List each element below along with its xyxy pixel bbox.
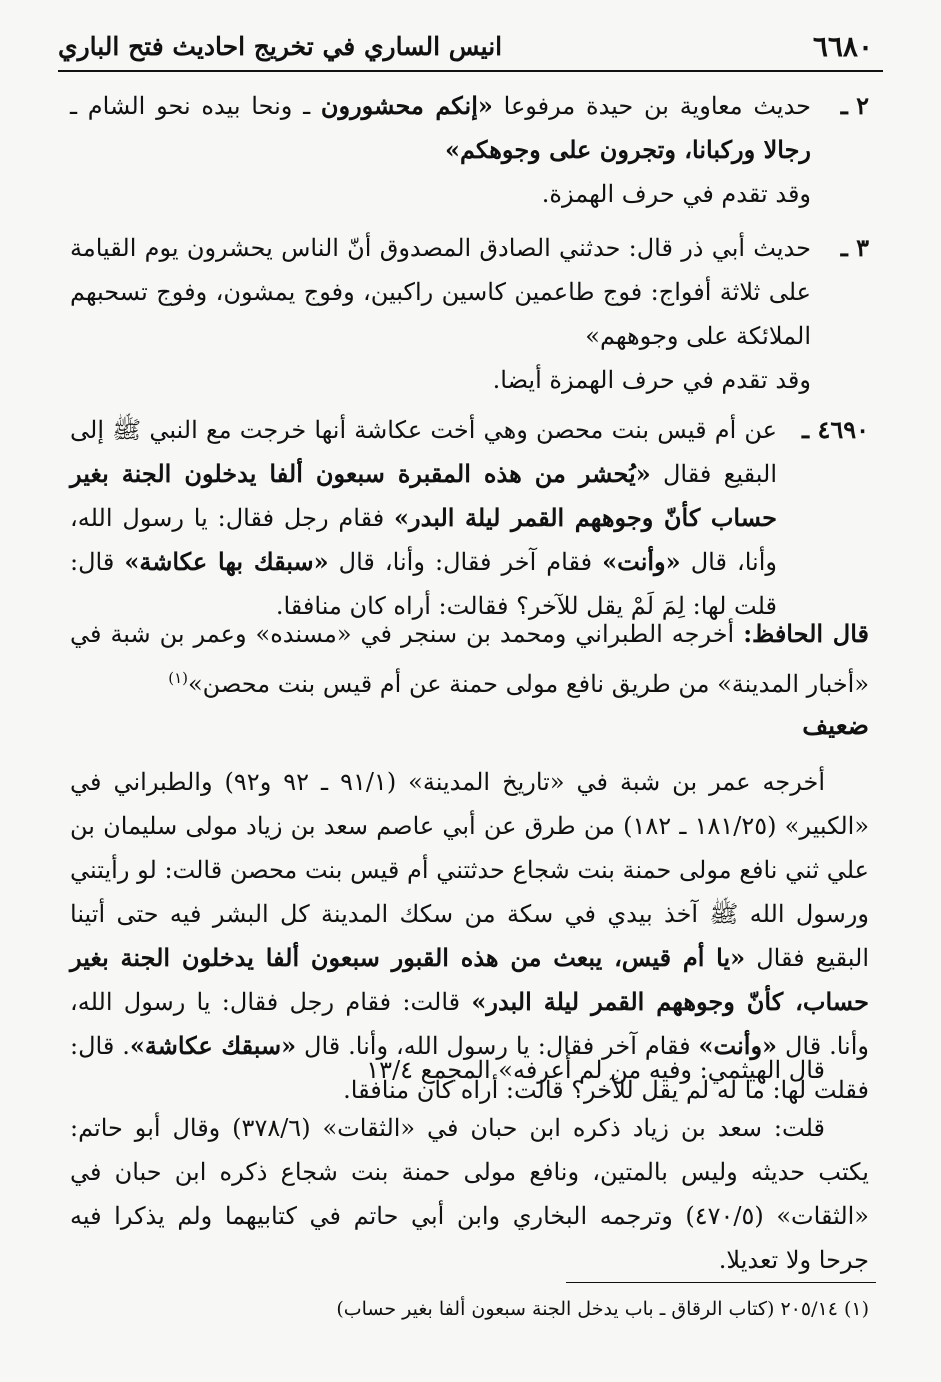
hafiz-statement: قال الحافظ: أخرجه الطبراني ومحمد بن سنجر في «مسنده» وعمر بن شبة في «أخبار المدينة» من طريق نافع مولى حمنة عن أم قيس بنت محصن»$^{(١)}$	[70, 619, 869, 698]
page-number: ٦٦٨٠	[812, 29, 873, 63]
footnote-ref: (١)	[168, 669, 188, 687]
grade-label: ضعيف	[802, 711, 869, 740]
hadith-number: ٤٦٩٠ ـ	[802, 415, 869, 444]
haythami-statement: قال الهيثمي: وفيه من لم أعرفه» المجمع ١٣/٤	[366, 1056, 825, 1084]
hadith-text: حديث معاوية بن حيدة مرفوعا «إنكم محشورون ـ ونحا بيده نحو الشام ـ رجالا وركبانا، وتجرون على وجوهكم»	[70, 91, 812, 164]
hadith-2	[70, 84, 869, 216]
hadith-4690	[70, 408, 869, 628]
hadith-text: عن أم قيس بنت محصن وهي أخت عكاشة أنها خرجت مع النبي ﷺ إلى البقيع فقال «يُحشر من هذه المقبرة سبعون ألفا يدخلون الجنة بغير حساب كأنّ وجوههم القمر ليلة البدر» فقام رجل فقال: يا رسول الله، وأنا، قال «وأنت» فقام آخر فقال: وأنا، قال «سبقك بها عكاشة» قال: قلت لها: لِمَ لَمْ يقل للآخر؟ فقالت: أراه كان منافقا.	[70, 416, 778, 620]
page-header	[58, 22, 883, 72]
cross-reference-note: وقد تقدم في حرف الهمزة أيضا.	[492, 366, 811, 394]
footnote: (١) ٢٠٥/١٤ (كتاب الرقاق ـ باب يدخل الجنة سبعون ألفا بغير حساب)	[336, 1298, 869, 1320]
takhrij-paragraph: أخرجه عمر بن شبة في «تاريخ المدينة» (٩١/١ ـ ٩٢ و٩٢) والطبراني في «الكبير» (١٨١/٢٥ ـ ١٨٢) من طرق عن أبي عاصم سعد بن زياد مولى سليمان بن علي ثني نافع مولى حمنة بنت شجاع حدثتني أم قيس بنت محصن قالت: لو رأيتني ورسول الله ﷺ آخذ بيدي في سكة من سكك المدينة كل البشر فيه حتى أتينا البقيع فقال «يا أم قيس، يبعث من هذه القبور سبعون ألفا يدخلون الجنة بغير حساب، كأنّ وجوههم القمر ليلة البدر» قالت: فقام رجل فقال: يا رسول الله، وأنا. قال «وأنت» فقام آخر فقال: يا رسول الله، وأنا. قال «سبقك عكاشة». قال: فقلت لها: ما له لم يقل للآخر؟ قالت: أراه كان منافقا.	[70, 768, 870, 1104]
hadith-number: ٣ ـ	[840, 233, 869, 262]
hadith-text: حديث أبي ذر قال: حدثني الصادق المصدوق أنّ الناس يحشرون يوم القيامة على ثلاثة أفواج: فوج طاعمين كاسين راكبين، وفوج يمشون، وفوج تسحبهم الملائكة على وجوههم»	[70, 234, 811, 350]
author-comment: قلت: سعد بن زياد ذكره ابن حبان في «الثقات» (٣٧٨/٦) وقال أبو حاتم: يكتب حديثه وليس بالمتين، ونافع مولى حمنة بنت شجاع ذكره ابن حبان في «الثقات» (٤٧٠/٥) وترجمه البخاري وابن أبي حاتم في كتابيهما ولم يذكرا فيه جرحا ولا تعديلا.	[70, 1114, 869, 1274]
cross-reference-note: وقد تقدم في حرف الهمزة.	[541, 180, 811, 208]
footnote-separator	[566, 1282, 876, 1283]
running-title: انيس الساري في تخريج احاديث فتح الباري	[58, 31, 503, 61]
hadith-3	[70, 226, 869, 402]
hadith-number: ٢ ـ	[840, 91, 869, 120]
